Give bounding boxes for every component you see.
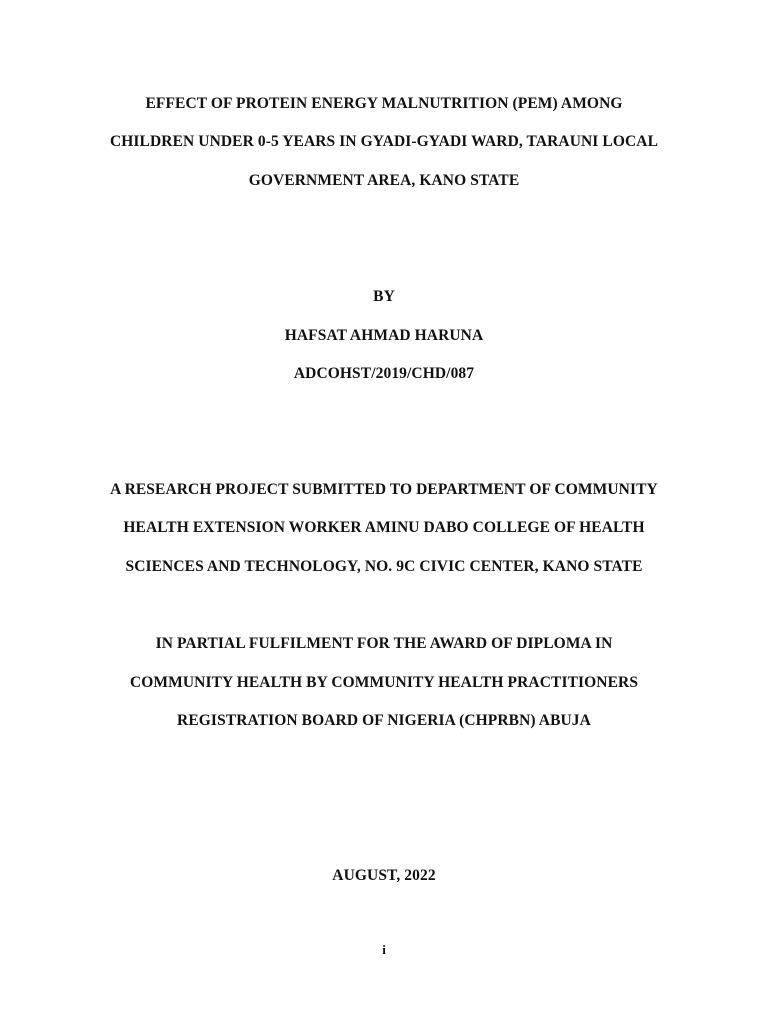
submission-line-3: SCIENCES AND TECHNOLOGY, NO. 9C CIVIC CENTER, KANO STATE	[125, 558, 643, 575]
fulfilment-line-3: REGISTRATION BOARD OF NIGERIA (CHPRBN) ABUJA	[177, 712, 591, 729]
page-number: i	[382, 942, 386, 957]
fulfilment-line-2: COMMUNITY HEALTH BY COMMUNITY HEALTH PRACTITIONERS	[129, 674, 639, 691]
title-line-3: GOVERNMENT AREA, KANO STATE	[248, 172, 520, 189]
title-line-1: EFFECT OF PROTEIN ENERGY MALNUTRITION (PEM) AMONG	[145, 95, 623, 112]
by-label: BY	[373, 288, 395, 305]
submission-line-1: A RESEARCH PROJECT SUBMITTED TO DEPARTMENT OF COMMUNITY	[110, 481, 658, 498]
submission-line-2: HEALTH EXTENSION WORKER AMINU DABO COLLEGE OF HEALTH	[123, 519, 645, 536]
title-line-2: CHILDREN UNDER 0-5 YEARS IN GYADI-GYADI WARD, TARAUNI LOCAL	[109, 133, 659, 150]
author-name: HAFSAT AHMAD HARUNA	[284, 327, 484, 344]
registration-number: ADCOHST/2019/CHD/087	[293, 365, 475, 382]
submission-date: AUGUST, 2022	[332, 867, 436, 884]
fulfilment-line-1: IN PARTIAL FULFILMENT FOR THE AWARD OF DIPLOMA IN	[155, 635, 613, 652]
